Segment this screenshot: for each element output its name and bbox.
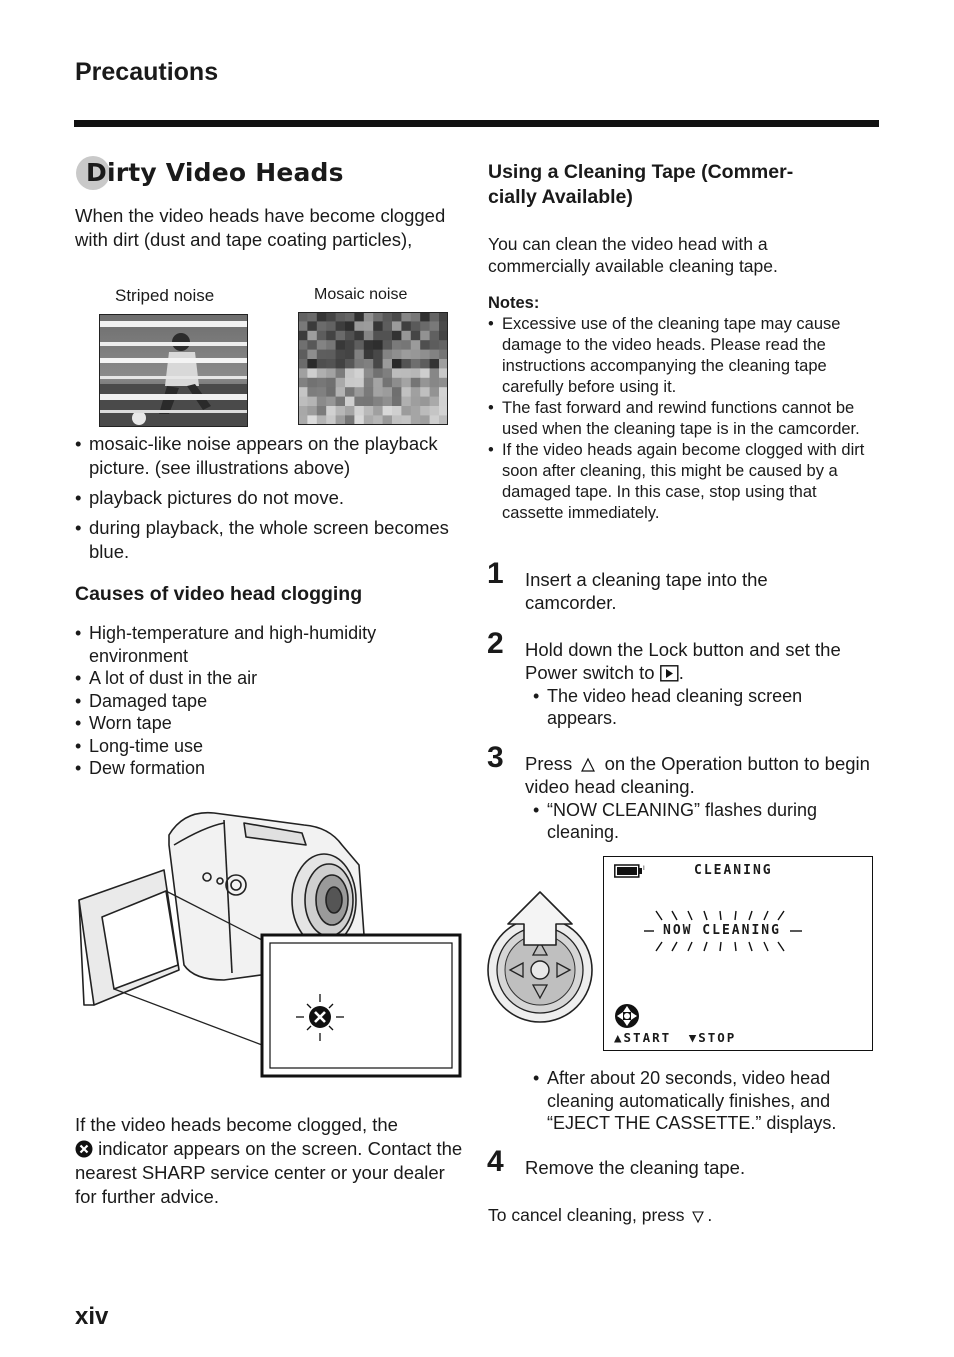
list-item: • Excessive use of the cleaning tape may cause damage to the video heads. Please read the instructions accompanying the cleaning tape carefully before using it. xyxy=(488,314,880,398)
clog-indicator-icon xyxy=(75,1140,93,1158)
page-header-title: Precautions xyxy=(75,58,219,86)
list-item: • during playback, the whole screen becomes blue. xyxy=(75,516,465,564)
list-item: • The video head cleaning screen appears. xyxy=(533,685,853,729)
camcorder-illustration xyxy=(74,805,464,1080)
list-item: • mosaic-like noise appears on the playback picture. (see illustrations above) xyxy=(75,432,465,480)
screen-title: CLEANING xyxy=(694,863,773,878)
striped-noise-image xyxy=(99,314,248,427)
list-item: • If the video heads again become clogged with dirt soon after cleaning, this might be caused by a damaged tape. In this case, stop using that cassette immediately. xyxy=(488,440,880,524)
symptom-list xyxy=(75,432,465,564)
after-bullets xyxy=(533,1067,873,1135)
step-1-number: 1 xyxy=(487,557,504,590)
causes-heading: Causes of video head clogging xyxy=(75,583,363,605)
list-item: • playback pictures do not move. xyxy=(75,486,465,510)
step-1-text: Insert a cleaning tape into the camcorder. xyxy=(525,569,768,613)
list-item: • The fast forward and rewind functions cannot be used when the cleaning tape is in the camcorder. xyxy=(488,398,880,440)
start-stop-legend: ▲START ▼STOP xyxy=(614,1030,737,1045)
mosaic-noise-image xyxy=(298,312,448,425)
section-title: Dirty Video Heads xyxy=(86,158,344,187)
list-item: • High-temperature and high-humidity environment xyxy=(75,622,465,667)
step-2-text: Hold down the Lock button and set the Power switch to . xyxy=(525,639,841,683)
list-item: • Worn tape xyxy=(75,712,465,735)
cancel-text: To cancel cleaning, press . xyxy=(488,1205,713,1225)
step-2-bullets xyxy=(533,685,853,729)
battery-icon xyxy=(614,864,646,878)
step-3-number: 3 xyxy=(487,741,504,774)
start-icon: ▲ xyxy=(614,1030,624,1045)
intro-text: When the video heads have become clogged with dirt (dust and tape coating particles), xyxy=(75,205,446,250)
mosaic-noise-label: Mosaic noise xyxy=(314,286,408,303)
step-2-number: 2 xyxy=(487,627,504,660)
down-triangle-icon xyxy=(689,1210,707,1224)
causes-list xyxy=(75,622,465,780)
list-item: • Damaged tape xyxy=(75,690,465,713)
striped-noise-label: Striped noise xyxy=(115,286,215,305)
play-mode-icon xyxy=(660,665,679,682)
operation-button-illustration xyxy=(486,890,596,1030)
now-cleaning-status: NOW CLEANING xyxy=(663,923,781,938)
list-item: • Dew formation xyxy=(75,757,465,780)
joystick-icon xyxy=(614,1003,640,1029)
clog-footer-text: If the video heads become clogged, the indicator appears on the screen. Contact the nearest SHARP service center or your dealer for further advice. xyxy=(75,1114,463,1207)
stop-icon: ▼ xyxy=(688,1030,699,1045)
list-item: • After about 20 seconds, video head cleaning automatically finishes, and “EJECT THE CASSETTE.” displays. xyxy=(533,1067,873,1135)
cleaning-tape-heading: Using a Cleaning Tape (Commer- cially Available) xyxy=(488,161,794,208)
up-triangle-icon xyxy=(577,757,599,773)
page-number: xiv xyxy=(75,1303,109,1330)
cleaning-intro: You can clean the video head with a commercially available cleaning tape. xyxy=(488,234,778,276)
cleaning-screen xyxy=(603,856,873,1051)
step-3-bullets xyxy=(533,799,863,843)
step-3-text: Press on the Operation button to begin video head cleaning. xyxy=(525,753,870,797)
header-rule xyxy=(74,120,879,127)
list-item: • Long-time use xyxy=(75,735,465,758)
notes-label: Notes: xyxy=(488,294,540,312)
step-4-text: Remove the cleaning tape. xyxy=(525,1157,746,1178)
list-item: • “NOW CLEANING” flashes during cleaning. xyxy=(533,799,863,843)
notes-list xyxy=(488,314,880,524)
step-4-number: 4 xyxy=(487,1145,504,1178)
svg-text:I: I xyxy=(643,865,645,872)
list-item: • A lot of dust in the air xyxy=(75,667,465,690)
